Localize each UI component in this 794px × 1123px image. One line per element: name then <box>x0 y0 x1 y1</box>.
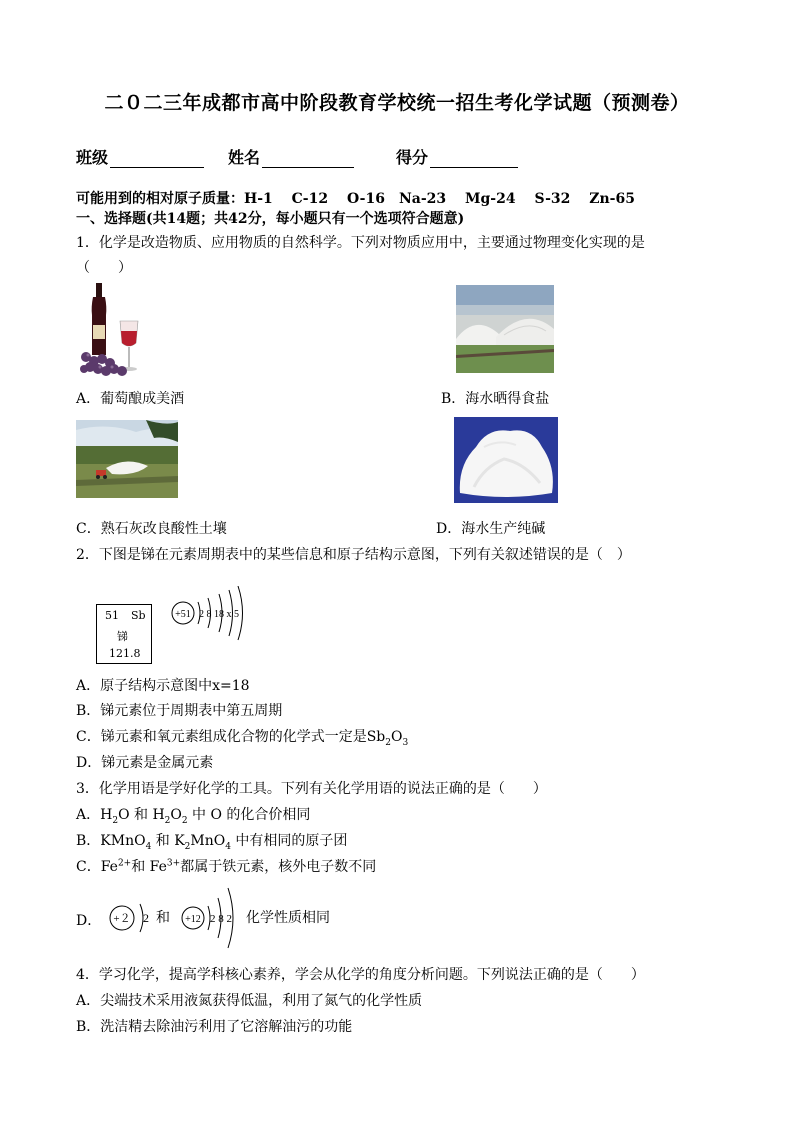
q3-c-sup: 3+ <box>166 858 181 869</box>
atomic-mass: 121.8 <box>109 647 141 660</box>
q3-a-text: O 和 H <box>118 807 165 823</box>
and-text: 和 <box>156 911 170 926</box>
q3-a-sub: 2 <box>181 815 188 826</box>
q2-stem: 2．下图是锑在元素周期表中的某些信息和原子结构示意图，下列有关叙述错误的是（ ） <box>76 547 631 563</box>
q3-a-text: 中 O 的化合价相同 <box>187 807 311 823</box>
mg-shell-electrons: 2 8 2 <box>210 913 232 925</box>
he-shell-electrons: 2 <box>143 911 149 925</box>
wine-grapes-image <box>78 281 144 379</box>
q3-c-sup: 2+ <box>117 858 132 869</box>
q3-option-d-label[interactable]: D． <box>76 913 102 929</box>
q3-c-text: C．Fe <box>76 859 118 875</box>
q4-stem: 4．学习化学，提高学科核心素养，学会从化学的角度分析问题。下列说法正确的是（ ） <box>76 967 645 983</box>
q3-c-text: 和 Fe <box>131 859 167 875</box>
q3-a-sub: 2 <box>164 815 171 826</box>
q3-a-sub: 2 <box>112 815 119 826</box>
q3-b-text: B．KMnO <box>76 833 146 849</box>
q3-stem: 3．化学用语是学好化学的工具。下列有关化学用语的说法正确的是（ ） <box>76 781 547 797</box>
q4-option-a[interactable]: A．尖端技术采用液氮获得低温，利用了氮气的化学性质 <box>76 993 423 1009</box>
name-field[interactable] <box>228 145 354 168</box>
q3-d-text: 化学性质相同 <box>246 911 330 926</box>
q3-a-text: A．H <box>76 807 113 823</box>
mg-nucleus-charge: +12 <box>185 914 201 925</box>
lime-soil-image <box>76 420 178 498</box>
page-title: 二０二三年成都市高中阶段教育学校统一招生考化学试题（预测卷） <box>104 92 690 114</box>
q1-stem: 1．化学是改造物质、应用物质的自然科学。下列对物质应用中，主要通过物理变化实现的是 <box>76 235 645 251</box>
class-field[interactable] <box>76 145 204 168</box>
q2-c-sub: 2 <box>385 737 391 748</box>
q3-option-a[interactable] <box>76 804 310 826</box>
q3-b-sub: 4 <box>225 841 231 852</box>
q1-option-c[interactable]: C．熟石灰改良酸性土壤 <box>76 521 227 537</box>
q3-b-text: MnO <box>190 833 226 849</box>
element-symbol: Sb <box>131 609 146 622</box>
q2-option-d[interactable]: D．锑元素是金属元素 <box>76 755 214 771</box>
q2-c-sub: 3 <box>402 737 409 748</box>
q2-option-b[interactable]: B．锑元素位于周期表中第五周期 <box>76 703 283 719</box>
he-nucleus-charge: +２ <box>113 913 131 925</box>
q3-b-text: 和 K <box>151 833 185 849</box>
score-label: 得分 <box>396 148 429 167</box>
q2-c-text: O <box>391 729 403 745</box>
name-label: 姓名 <box>228 148 261 167</box>
class-label: 班级 <box>76 148 109 167</box>
q2-c-text: C．锑元素和氧元素组成化合物的化学式一定是Sb <box>76 729 386 745</box>
q3-option-c[interactable] <box>76 856 376 876</box>
sb-nucleus-charge: +51 <box>175 609 191 620</box>
q3-c-text: 都属于铁元素，核外电子数不同 <box>180 859 377 875</box>
sb-atom-structure-diagram <box>168 586 254 662</box>
q4-option-b[interactable]: B．洗洁精去除油污利用了它溶解油污的功能 <box>76 1019 353 1035</box>
score-field[interactable] <box>396 145 518 168</box>
q3-a-text: O <box>170 807 182 823</box>
sb-shell-electrons: 2 8 18 x 5 <box>199 609 239 620</box>
q2-option-a[interactable]: A．原子结构示意图中x=18 <box>76 678 250 694</box>
element-name: 锑 <box>117 630 128 643</box>
q1-option-d[interactable]: D．海水生产纯碱 <box>436 521 546 537</box>
q3-b-sub: 2 <box>184 841 191 852</box>
soda-ash-image <box>454 417 558 503</box>
atomic-number: 51 <box>105 609 119 622</box>
q1-option-a[interactable]: A．葡萄酿成美酒 <box>76 391 185 407</box>
q1-stem-paren: （ ） <box>76 260 132 276</box>
q3-option-b[interactable] <box>76 830 347 852</box>
q3-option-d-diagram <box>106 880 366 956</box>
q1-option-b[interactable]: B．海水晒得食盐 <box>441 391 550 407</box>
q3-b-text: 中有相同的原子团 <box>230 833 348 849</box>
section-heading: 一、选择题(共14题；共42分，每小题只有一个选项符合题意) <box>76 211 465 227</box>
periodic-table-cell <box>96 604 152 664</box>
sea-salt-image <box>456 285 554 373</box>
q3-b-sub: 4 <box>145 841 152 852</box>
atomic-masses: 可能用到的相对原子质量：H-1 C-12 O-16 Na-23 Mg-24 S-32 Zn-65 <box>76 191 635 207</box>
q2-option-c[interactable] <box>76 726 408 748</box>
